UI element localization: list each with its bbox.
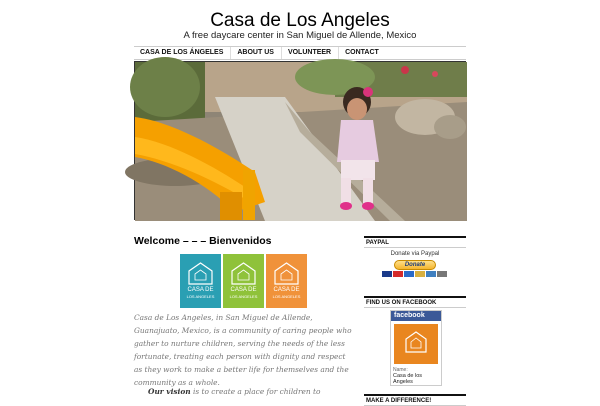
- logo-tile-orange: [266, 254, 307, 308]
- logo-line2: LOS ANGELES: [186, 294, 215, 299]
- vision-paragraph: [148, 385, 352, 398]
- card-icon: [382, 271, 392, 277]
- vision-text: is to create a place for children to: [190, 387, 321, 396]
- widget-facebook: [364, 296, 466, 308]
- intro-paragraph: Casa de Los Angeles, in San Miguel de Allende, Guanajuato, Mexico, is a community of caring people who gather to nurture children, serving the needs of the less fortunate, treating each person with dignity and respect as they work to make a better life for themselves and the community as a whole.: [134, 313, 352, 387]
- page-logo[interactable]: [394, 324, 438, 364]
- logo-tile-blue: [180, 254, 221, 308]
- donate-button[interactable]: Donate: [394, 260, 436, 270]
- vision-label: Our vision: [148, 387, 191, 396]
- logo-tile-green: [223, 254, 264, 308]
- logo-line1: CASA DE: [187, 287, 214, 293]
- logo-line1: CASA DE: [230, 287, 257, 293]
- nav-item-about[interactable]: ABOUT US: [231, 47, 282, 59]
- main-nav: [134, 46, 466, 60]
- logo-line1: CASA DE: [273, 287, 300, 293]
- widget-heading: MAKE A DIFFERENCE!: [364, 394, 466, 406]
- nav-item-volunteer[interactable]: VOLUNTEER: [282, 47, 339, 59]
- card-icon: [415, 271, 425, 277]
- header-photo: [135, 62, 467, 221]
- widget-make-difference: [364, 394, 466, 406]
- nav-item-casa[interactable]: CASA DE LOS ÁNGELES: [134, 47, 231, 59]
- site-tagline: A free daycare center in San Miguel de Allende, Mexico: [183, 30, 417, 41]
- facebook-brand: facebook: [391, 311, 441, 321]
- paypal-label: Donate via Paypal: [390, 251, 440, 257]
- widget-heading: FIND US ON FACEBOOK: [364, 296, 466, 308]
- fb-page-name[interactable]: Casa de los Angeles: [393, 373, 423, 385]
- logo-line2: LOS ANGELES: [229, 294, 258, 299]
- fb-name-label: Name:: [393, 367, 408, 373]
- nav-item-contact[interactable]: CONTACT: [345, 49, 379, 56]
- widget-paypal: [364, 236, 466, 248]
- card-logos: [382, 271, 447, 277]
- facebook-badge[interactable]: [390, 310, 442, 386]
- card-icon: [426, 271, 436, 277]
- card-icon: [404, 271, 414, 277]
- house-icon: [394, 324, 438, 364]
- card-icon: [393, 271, 403, 277]
- site-title[interactable]: Casa de Los Angeles: [210, 10, 390, 31]
- post-title[interactable]: Welcome – – – Bienvenidos: [134, 235, 272, 247]
- logo-line2: LOS ANGELES: [272, 294, 301, 299]
- card-icon: [437, 271, 447, 277]
- header-image: [134, 61, 466, 220]
- widget-heading: PAYPAL: [364, 236, 466, 248]
